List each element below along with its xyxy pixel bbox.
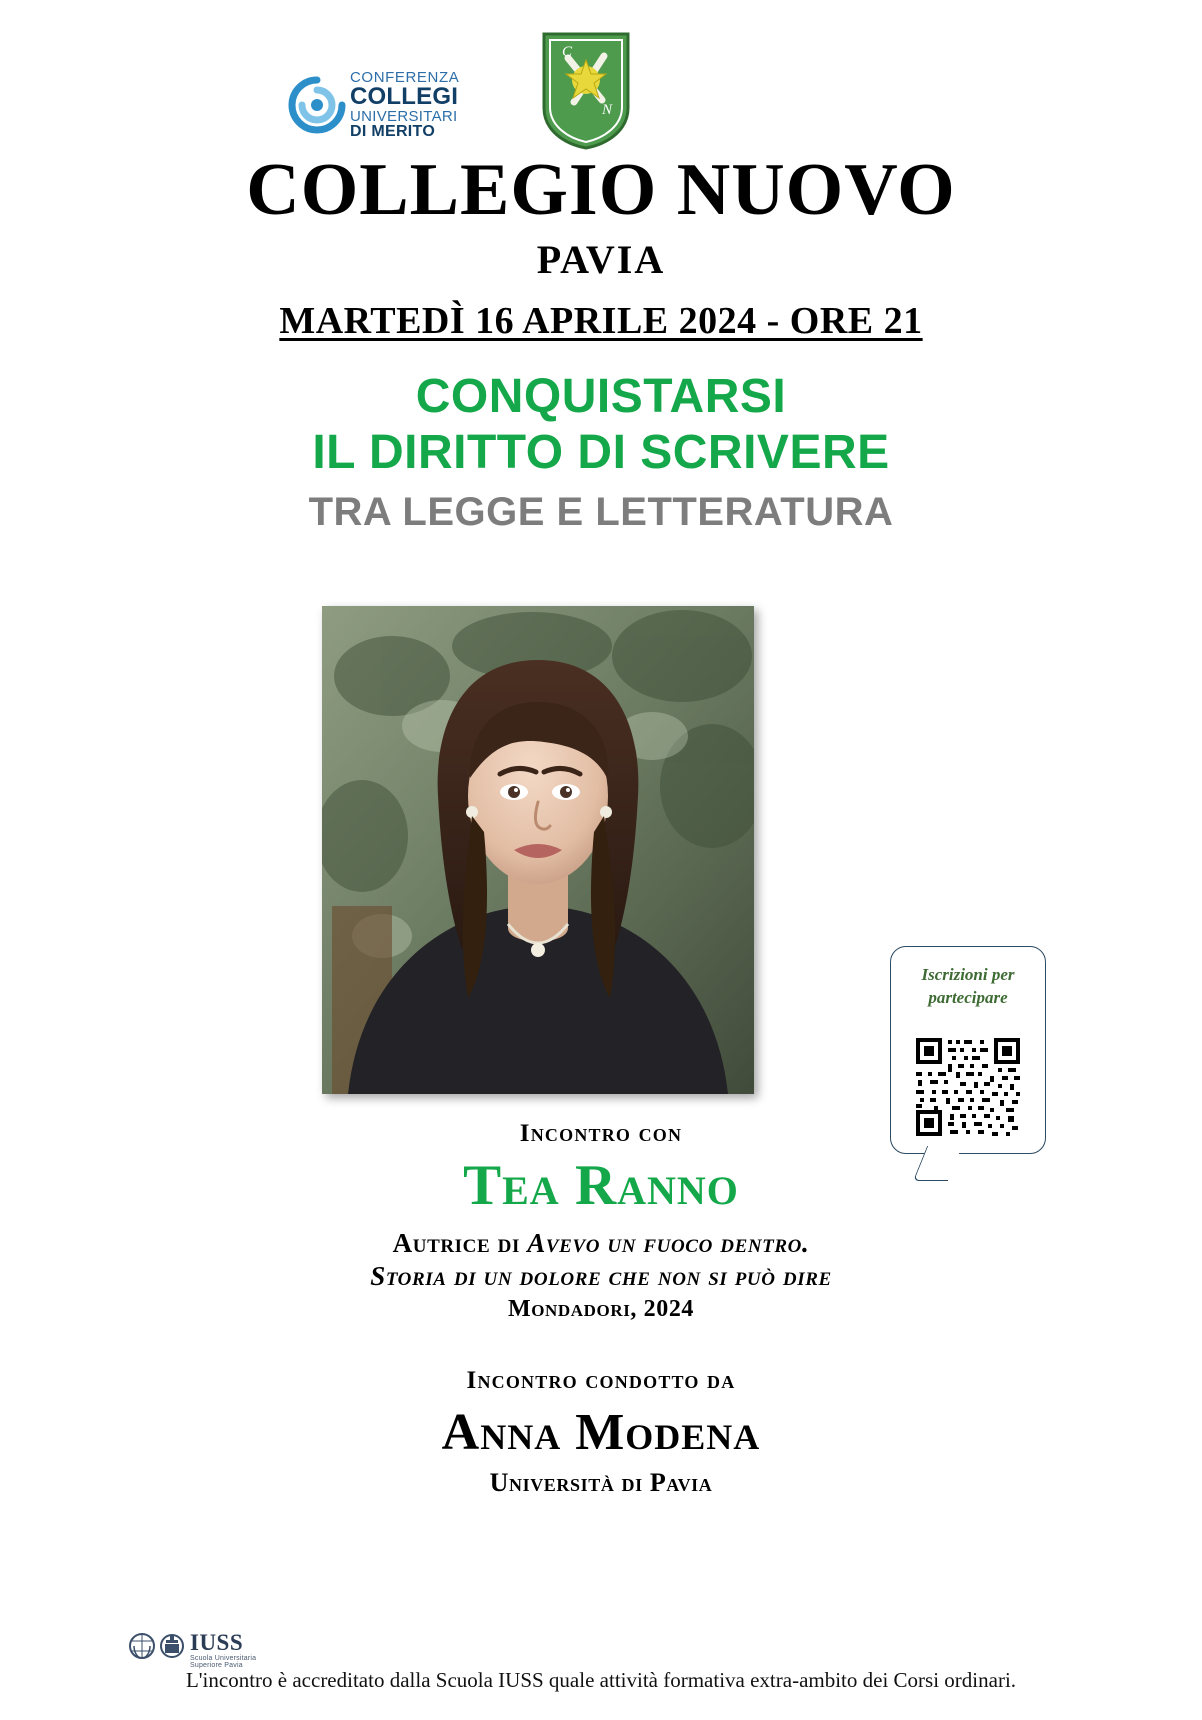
book-title: Avevo un fuoco dentro.: [527, 1227, 810, 1258]
book-publisher: Mondadori, 2024: [507, 1295, 695, 1322]
speaker-intro: Incontro con: [519, 1120, 683, 1147]
event-datetime: MARTEDÌ 16 APRILE 2024 - ORE 21: [279, 299, 923, 342]
iuss-wordmark: IUSS: [190, 1630, 244, 1655]
portrait-tea-ranno: [322, 606, 754, 1094]
ccum-wordmark: [350, 70, 459, 140]
speaker-name: Tea Ranno: [463, 1154, 739, 1217]
header-logos: [0, 18, 1202, 158]
ccum-line2: COLLEGI: [350, 83, 459, 110]
speaker-book-line: [0, 1228, 1202, 1259]
city-label: PAVIA: [536, 236, 666, 282]
event-subtitle: TRA LEGGE E LETTERATURA: [308, 489, 894, 534]
ccum-line4: DI MERITO: [350, 123, 436, 140]
moderator-name: Anna Modena: [441, 1403, 761, 1461]
qr-label-line2: partecipare: [928, 987, 1008, 1007]
ccum-spiral-icon: [288, 76, 346, 134]
event-title: [0, 369, 1202, 482]
book-title-line2: Storia di un dolore che non si può dire: [370, 1260, 832, 1291]
page-title: COLLEGIO NUOVO: [246, 149, 956, 231]
moderator-intro: Incontro condotto da: [466, 1366, 736, 1394]
accreditation-note: L'incontro è accreditato dalla Scuola IUSS quale attività formativa extra-ambito dei Corsi ordinari.: [185, 1668, 1017, 1692]
qr-label: [890, 964, 1046, 1010]
ccum-logo: [288, 66, 458, 144]
iuss-logo-icon: [128, 1626, 268, 1670]
iuss-subtitle: Scuola Universitaria Superiore Pavia: [190, 1655, 257, 1669]
event-title-line2: IL DIRITTO DI SCRIVERE: [312, 426, 890, 480]
event-title-line1: CONQUISTARSI: [415, 369, 787, 423]
speaker-block: [0, 1120, 1202, 1498]
collegio-nuovo-crest-icon: [540, 30, 632, 152]
moderator-affiliation: Università di Pavia: [489, 1467, 713, 1497]
title-block: [0, 149, 1202, 535]
ccum-line1: CONFERENZA: [350, 69, 460, 86]
crest-letter-right: N: [602, 102, 613, 118]
book-prefix: Autrice di: [392, 1227, 528, 1258]
crest-letter-left: C: [562, 44, 573, 60]
qr-label-line1: Iscrizioni per: [921, 965, 1015, 984]
ccum-line3: UNIVERSITARI: [350, 108, 458, 125]
